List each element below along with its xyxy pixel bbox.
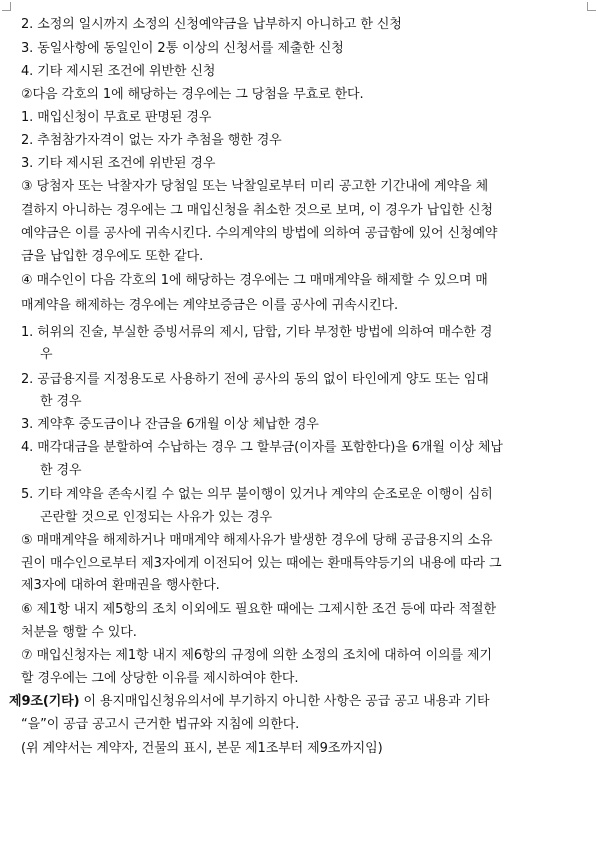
text-line: 1. 허위의 진술, 부실한 증빙서류의 제시, 담합, 기타 부정한 방법에 의하여 매수한 경 xyxy=(21,325,493,340)
article-9-heading: 제9조(기타) xyxy=(9,694,80,709)
text-line: 3. 동일사항에 동일인이 2통 이상의 신청서를 제출한 신청 xyxy=(21,41,344,56)
text-line: 결하지 아니하는 경우에는 그 매입신청을 취소한 것으로 보며, 이 경우가 납입한 신청 xyxy=(21,203,493,218)
text-line: ⑥ 제1항 내지 제5항의 조치 이외에도 필요한 때에는 그제시한 조건 등에 따라 적절한 xyxy=(21,602,496,617)
text-line: 한 경우 xyxy=(40,394,82,409)
article-9-text: 이 용지매입신청유의서에 부기하지 아니한 사항은 공급 공고 내용과 기타 xyxy=(83,694,490,709)
text-line: 예약금은 이를 공사에 귀속시킨다. 수의계약의 방법에 의하여 공급함에 있어 신청예약 xyxy=(21,226,498,241)
text-line: 매계약을 해제하는 경우에는 계약보증금은 이를 공사에 귀속시킨다. xyxy=(21,298,399,313)
text-line: 제3자에 대하여 환매권을 행사한다. xyxy=(21,578,220,593)
text-line: 처분을 행할 수 있다. xyxy=(21,625,137,640)
text-line: 4. 기타 제시된 조건에 위반한 신청 xyxy=(21,64,216,79)
text-line: 우 xyxy=(40,347,53,362)
text-line: ⑤ 매매계약을 해제하거나 매매계약 해제사유가 발생한 경우에 당해 공급용지의 소유 xyxy=(21,533,493,548)
text-line: “을”이 공급 공고시 근거한 법규와 지침에 의한다. xyxy=(21,717,300,732)
text-line: 할 경우에는 그에 상당한 이유를 제시하여야 한다. xyxy=(21,671,299,686)
text-line: ⑦ 매입신청자는 제1항 내지 제6항의 규정에 의한 소정의 조치에 대하여 이의를 제기 xyxy=(21,648,492,663)
text-line: 곤란할 것으로 인정되는 사유가 있는 경우 xyxy=(40,510,272,525)
text-line: ④ 매수인이 다음 각호의 1에 해당하는 경우에는 그 매매계약을 해제할 수 있으며 매 xyxy=(21,273,488,288)
text-line: (위 계약서는 계약자, 건물의 표시, 본문 제1조부터 제9조까지임) xyxy=(21,741,383,756)
text-line: 2. 추첨참가자격이 없는 자가 추첨을 행한 경우 xyxy=(21,133,282,148)
text-line: ③ 당첨자 또는 낙찰자가 당첨일 또는 낙찰일로부터 미리 공고한 기간내에 계약을 체 xyxy=(21,179,489,194)
text-line: 4. 매각대금을 분할하여 수납하는 경우 그 할부금(이자를 포함한다)을 6개월 이상 체납 xyxy=(21,440,503,455)
text-line: 1. 매입신청이 무효로 판명된 경우 xyxy=(21,110,212,125)
article-9-line xyxy=(9,693,490,711)
text-line: ②다음 각호의 1에 해당하는 경우에는 그 당첨을 무효로 한다. xyxy=(21,87,364,102)
text-line: 2. 소정의 일시까지 소정의 신청예약금을 납부하지 아니하고 한 신청 xyxy=(21,17,402,32)
text-line: 5. 기타 계약을 존속시킬 수 없는 의무 불이행이 있거나 계약의 순조로운 이행이 심히 xyxy=(21,487,493,502)
text-line: 권이 매수인으로부터 제3자에게 이전되어 있는 때에는 환매특약등기의 내용에 따라 그 xyxy=(21,556,502,571)
text-line: 3. 계약후 중도금이나 잔금을 6개월 이상 체납한 경우 xyxy=(21,417,319,432)
page-corner-mark-left xyxy=(2,2,11,11)
text-line: 한 경우 xyxy=(40,463,82,478)
text-line: 금을 납입한 경우에도 또한 같다. xyxy=(21,249,204,264)
text-line: 3. 기타 제시된 조건에 위반된 경우 xyxy=(21,156,216,171)
page-corner-mark-right xyxy=(587,2,596,11)
text-line: 2. 공급용지를 지정용도로 사용하기 전에 공사의 동의 없이 타인에게 양도 또는 임대 xyxy=(21,372,489,387)
